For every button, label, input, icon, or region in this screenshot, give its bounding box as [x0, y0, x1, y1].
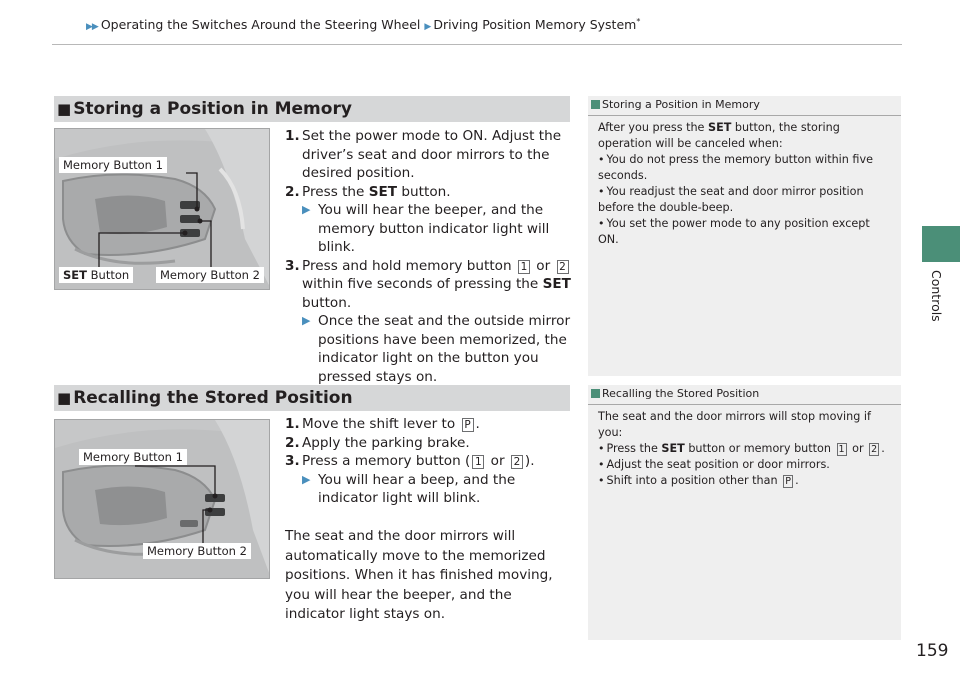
bullet-text-end: .	[881, 442, 885, 455]
key-1-icon: 1	[518, 260, 530, 274]
bullet-icon: •	[598, 217, 605, 230]
note-bullet	[598, 457, 891, 473]
key-2-icon: 2	[871, 444, 878, 455]
step-2	[285, 434, 573, 453]
bullet-icon: •	[598, 474, 605, 487]
chapter-label: Controls	[929, 270, 944, 322]
section-title: Storing a Position in Memory	[73, 99, 352, 119]
note-title	[588, 385, 901, 405]
bullet-icon: •	[598, 185, 605, 198]
double-arrow-icon: ▶▶	[86, 22, 98, 33]
step-text: Press the	[302, 183, 369, 200]
arrow-icon: ▶	[302, 203, 311, 216]
square-bullet-icon: ■	[57, 389, 72, 407]
set-keyword: SET	[661, 442, 685, 455]
set-keyword: SET	[542, 276, 571, 292]
bullet-text-or: or	[848, 442, 868, 455]
note-marker-icon	[591, 100, 600, 109]
storing-steps	[285, 127, 573, 386]
note-bullet	[598, 152, 891, 184]
callout-set-button	[59, 267, 133, 283]
set-keyword: SET	[708, 121, 732, 134]
key-p-icon: P	[783, 475, 793, 488]
result-text: Once the seat and the outside mirror positions have been memorized, the indicator light on the button you pressed stays on.	[318, 313, 571, 385]
step-text-or: or	[486, 453, 509, 469]
step-text-cont: within five seconds of pressing the	[302, 276, 543, 292]
callout-memory-button-1: Memory Button 1	[59, 157, 167, 173]
step-text: Move the shift lever to	[302, 416, 460, 432]
bullet-text: You set the power mode to any position except ON.	[598, 217, 870, 246]
note-marker-icon	[591, 389, 600, 398]
note-body	[588, 405, 901, 489]
step-number: 3.	[285, 257, 300, 274]
step-text-end: ).	[524, 453, 535, 469]
door-panel-illustration	[55, 129, 270, 290]
step-3	[285, 452, 573, 471]
bullet-text: You readjust the seat and door mirror position before the double-beep.	[598, 185, 864, 214]
note-title-text: Storing a Position in Memory	[602, 98, 760, 111]
key-1-icon: 1	[838, 444, 845, 455]
step-text-end: button.	[302, 294, 352, 311]
breadcrumb	[86, 17, 640, 32]
step-2	[285, 183, 573, 202]
bullet-text: You do not press the memory button within five seconds.	[598, 153, 873, 182]
step-3-result	[285, 471, 573, 508]
key-1-icon: 1	[472, 455, 484, 469]
bullet-icon: •	[598, 442, 605, 455]
note-bullet	[598, 441, 891, 457]
key-p-icon: P	[462, 418, 474, 432]
callout-memory-button-2: Memory Button 2	[156, 267, 264, 283]
step-text-end: button.	[397, 183, 451, 200]
square-bullet-icon: ■	[57, 100, 72, 118]
note-title	[588, 96, 901, 116]
step-text-end: .	[475, 416, 480, 432]
bullet-text-end: .	[795, 474, 799, 487]
step-3	[285, 257, 573, 313]
breadcrumb-item-1: Operating the Switches Around the Steering Wheel	[100, 17, 421, 33]
step-text-or: or	[531, 257, 555, 274]
section-heading-storing	[54, 96, 570, 122]
set-keyword: SET	[368, 183, 398, 200]
step-1	[285, 127, 573, 183]
page-number: 159	[916, 641, 949, 661]
step-number: 2.	[285, 183, 300, 200]
note-recalling	[588, 385, 901, 640]
section-title: Recalling the Stored Position	[73, 388, 353, 408]
step-text: Apply the parking brake.	[302, 434, 470, 451]
breadcrumb-item-2: Driving Position Memory System	[433, 17, 637, 33]
arrow-icon: ▶	[302, 472, 311, 486]
bullet-icon: •	[598, 153, 605, 166]
step-number: 1.	[285, 416, 300, 432]
note-intro-post: button, the storing operation will be canceled when:	[598, 121, 840, 150]
step-text: Press a memory button (	[302, 453, 471, 469]
door-panel-figure-1	[54, 128, 270, 290]
step-number: 1.	[285, 128, 300, 144]
set-rest: Button	[86, 268, 130, 282]
bullet-text: Press the	[606, 442, 662, 455]
chapter-tab	[922, 226, 960, 262]
step-2-result	[285, 201, 573, 257]
result-text: You will hear a beep, and the indicator light will blink.	[318, 471, 516, 506]
header-divider	[52, 44, 902, 45]
step-text: Set the power mode to ON. Adjust the driver’s seat and door mirrors to the desired position.	[302, 128, 562, 181]
asterisk-mark: *	[636, 17, 641, 26]
step-3-result	[285, 312, 573, 386]
arrow-icon: ▶	[424, 22, 431, 33]
bullet-icon: •	[598, 458, 605, 471]
recalling-steps	[285, 415, 573, 508]
note-title-text: Recalling the Stored Position	[602, 387, 760, 400]
note-bullet	[598, 473, 891, 489]
bullet-text: Adjust the seat position or door mirrors.	[606, 458, 830, 471]
note-storing	[588, 96, 901, 376]
step-number: 2.	[285, 434, 300, 451]
door-panel-figure-2	[54, 419, 270, 579]
note-intro: The seat and the door mirrors will stop moving if you:	[598, 410, 871, 439]
arrow-icon: ▶	[302, 314, 311, 327]
step-text: Press and hold memory button	[302, 257, 516, 274]
key-2-icon: 2	[511, 455, 523, 469]
callout-memory-button-2: Memory Button 2	[143, 543, 251, 559]
note-intro-pre: After you press the	[598, 121, 709, 134]
step-number: 3.	[285, 453, 300, 469]
callout-memory-button-1: Memory Button 1	[79, 449, 187, 465]
recall-paragraph: The seat and the door mirrors will automatically move to the memorized positions. When it has finished moving, you will hear the beeper, and the indicator light stays on.	[285, 528, 553, 622]
bullet-text-mid: button or memory button	[684, 442, 835, 455]
note-bullet	[598, 216, 891, 248]
bullet-text: Shift into a position other than	[606, 474, 782, 487]
key-2-icon: 2	[557, 260, 569, 274]
set-bold: SET	[63, 268, 87, 282]
section-heading-recalling	[54, 385, 570, 411]
note-intro	[598, 120, 891, 152]
step-1	[285, 415, 573, 434]
result-text: You will hear the beeper, and the memory button indicator light will blink.	[318, 202, 550, 255]
note-body	[588, 116, 901, 248]
note-bullet	[598, 184, 891, 216]
